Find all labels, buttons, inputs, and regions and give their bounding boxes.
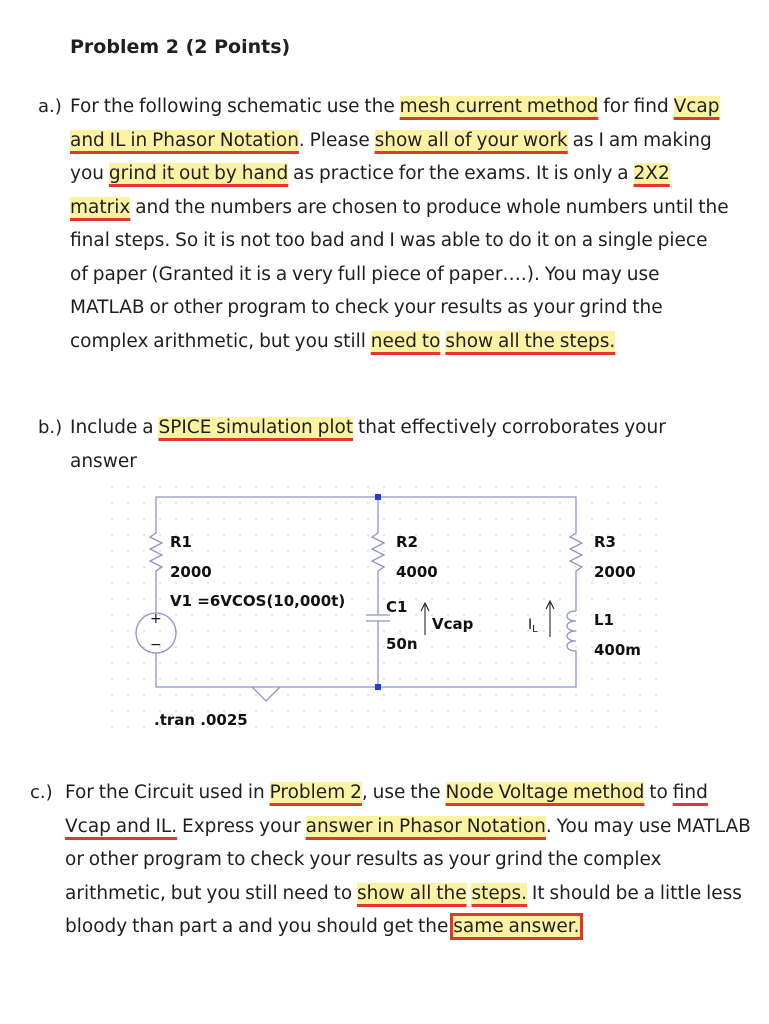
part-b-marker: b.) [38,417,63,438]
text-run: . Please [298,129,375,151]
highlighted-phrase: grind it out by hand [108,163,289,184]
text-run: to [644,782,673,803]
part-a-marker: a.) [38,96,62,117]
part-c-marker: c.) [30,782,53,803]
text-run: that effectively corroborates your answer [70,417,666,472]
text-run: as I am making you [70,129,712,184]
text-run: It should be a little less bloody than part a and you should get the [65,882,742,937]
part-a-text [70,90,730,358]
r3-value: 2000 [594,563,636,581]
l1-name: L1 [594,611,614,629]
highlighted-phrase: show all the steps. [445,330,616,352]
source-minus-sign: − [150,637,162,653]
il-label: $I_L$ [528,617,538,635]
underlined-phrase: find Vcap and IL. [65,782,708,837]
highlighted-phrase: SPICE simulation plot [158,417,354,438]
v1-label: V1 =6VCOS(10,000t) [170,592,346,610]
text-run: . You may use MATLAB or other program to check your results as your grind the complex arithmetic, but you still need to [65,815,751,904]
part-c-text [65,776,755,944]
r2-name: R2 [396,533,418,551]
tran-directive: .tran .0025 [154,711,248,729]
highlighted-phrase: Problem 2 [269,782,362,803]
c1-name: C1 [386,598,408,616]
highlighted-phrase: mesh current method [399,96,599,117]
text-run: and the numbers are chosen to produce whole numbers until the final steps. So it is not too bad and I was able to do it on a single piece of paper (Granted it is a very full piece of paper….). You may use MATLAB or other program to check your results as your grind the complex arithmetic, but you still [70,196,729,352]
text-run: for find [598,96,674,117]
highlighted-phrase: show all of your work [374,129,568,151]
c1-value: 50n [386,635,418,653]
highlighted-phrase: 2X2 matrix [70,163,670,218]
problem-title: Problem 2 (2 Points) [70,36,291,58]
r3-name: R3 [594,533,616,551]
vcap-label: Vcap [432,615,474,633]
part-b-text [70,411,730,478]
r1-value: 2000 [170,563,212,581]
highlighted-phrase: need to [370,330,441,352]
highlighted-phrase: steps. [471,882,528,904]
source-plus-sign: + [150,611,162,627]
node-top [375,494,381,500]
text-run: Include a [70,417,159,438]
highlighted-phrase: answer in Phasor Notation [305,815,546,837]
text-run: as practice for the exams. It is only a [288,163,634,184]
r2-value: 4000 [396,563,438,581]
node-bottom [375,684,381,690]
text-run: For the Circuit used in [65,782,270,803]
highlighted-phrase: show all the [357,882,467,904]
text-run: , use the [361,782,446,803]
text-run: Express your [177,815,306,837]
r1-name: R1 [170,533,192,551]
circuit-schematic [110,485,670,745]
l1-value: 400m [594,641,641,659]
highlighted-phrase: Node Voltage method [445,782,645,803]
boxed-phrase: same answer. [453,916,580,937]
highlighted-phrase: Vcap and IL in Phasor Notation [70,96,720,151]
text-run: For the following schematic use the [70,96,400,117]
